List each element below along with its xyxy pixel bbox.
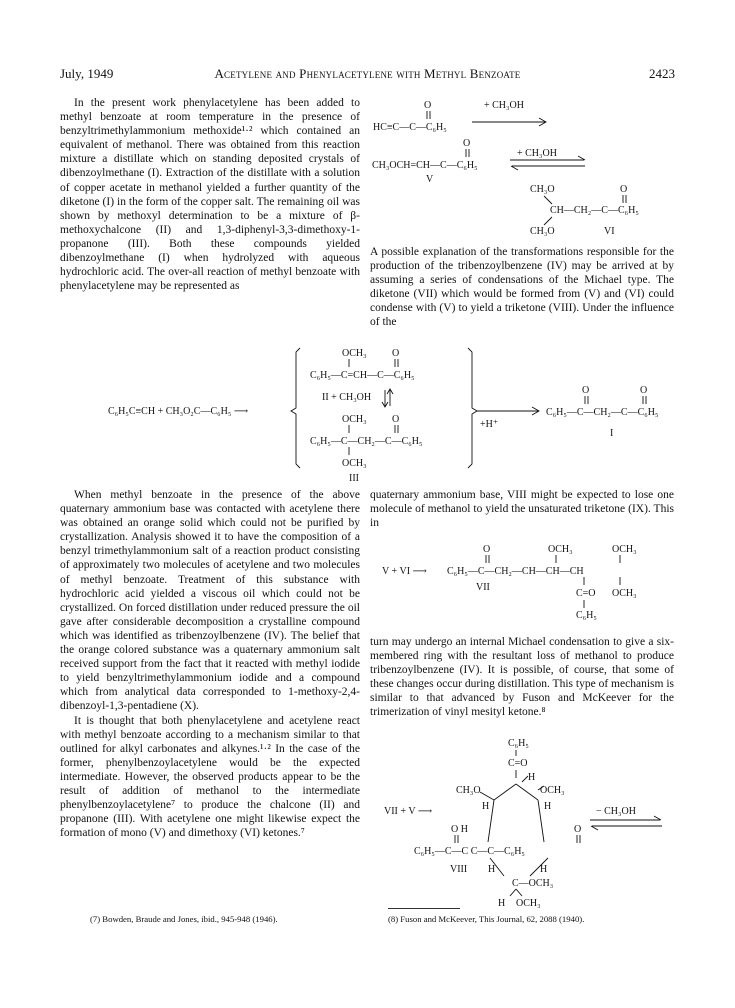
formula-vii: C₆H₅—C—CH₂—CH—CH—CH (447, 566, 584, 577)
formula-viii-bottom: C₆H₅—C—C C—C—C₆H₅ (414, 846, 525, 857)
ii-plus-methanol: II + CH₃OH (322, 392, 372, 403)
methoxy: OCH₃ (540, 785, 565, 796)
carbonyl: C=O (508, 758, 528, 769)
reactants: V + VI ⟶ (382, 566, 427, 577)
header-title: Acetylene and Phenylacetylene with Methyl Benzoate (214, 66, 521, 81)
reagent-methanol: + CH₃OH (517, 148, 557, 159)
carbonyl-o: O (392, 414, 400, 425)
carbonyl-o: O (424, 100, 432, 111)
scheme-2-phenylacetylene (108, 348, 658, 484)
compound-label-vii: VII (476, 582, 490, 593)
reagent-loss-methanol: − CH₃OH (596, 806, 636, 817)
formula-iii: C₆H₅—C—CH₂—C—C₆H₅ (310, 436, 423, 447)
formula-ii: C₆H₅—C=CH—C—C₆H₅ (310, 370, 415, 381)
footnote-8: (8) Fuson and McKeever, This Journal, 62, 2088 (1940). (388, 914, 585, 924)
methoxy-carbon: C—OCH₃ (512, 878, 554, 889)
acid-catalyst: +H⁺ (480, 419, 499, 430)
methoxy: OCH₃ (342, 348, 367, 359)
paragraph: In the present work phenylacetylene has been added to methyl benzoate at room temperature in the presence of benzyltrimethylammonium methoxide¹·² which contained an equivalent of methanol. There was obtained from this reaction mixture a distillate which on standing deposited crystals of dibenzoylmethane (I). Extraction of the distillate with a solution of copper acetate in methanol yielded a further quantity of the diketone (I) in the form of the copper salt. The remaining oil was shown by methoxyl determination to be a mixture of β-methoxychalcone (II) and 1,3-diphenyl-3,3-dimethoxy-1-propanone (III). Both these compounds yielded dibenzoylmethane (I) when hydrolyzed with aqueous hydrochloric acid. The over-all reaction of methyl benzoate with phenylacetylene may be represented as (60, 97, 360, 293)
formula-i: C₆H₅—C—CH₂—C—C₆H₅ (546, 407, 659, 418)
carbonyl-o: O (392, 348, 400, 359)
hydrogen: H (488, 864, 496, 875)
footnote-rule (388, 908, 460, 909)
formula-ethynyl-ketone: HC≡C—C—C₆H₅ (373, 122, 447, 133)
footnote-7: (7) Bowden, Braude and Jones, ibid., 945-948 (1946). (90, 914, 278, 924)
header-page-number: 2423 (649, 66, 675, 81)
carbonyl-o: O (463, 138, 471, 149)
compound-label-v: V (426, 174, 434, 185)
methoxy: OCH₃ (548, 544, 573, 555)
header-date: July, 1949 (60, 66, 114, 81)
hydrogen: H (498, 898, 506, 909)
formula-v: CH₃OCH=CH—C—C₆H₅ (372, 160, 478, 171)
compound-label-iii: III (349, 473, 359, 484)
paragraph: It is thought that both phenylacetylene and acetylene react with methyl benzoate according to a mechanism similar to that outlined for alkyl carbonates and alkynes.¹·² In the case of the former, phenylbenzoylacetylene would be the expected intermediate. However, the observed products appear to be the result of addition of methanol to the intermediate phenylbenzoylacetylene⁷ to produce the chalcone (II) and propanone (III). With acetylene one might likewise expect the formation of mono (V) and dimethoxy (VI) ketones.⁷ (60, 714, 360, 840)
carbonyl-o: O (483, 544, 491, 555)
methoxy: CH₃O (456, 785, 481, 796)
carbonyl-o: O (620, 184, 628, 195)
reagent-methanol: + CH₃OH (484, 100, 524, 111)
reactants: VII + V ⟶ (384, 806, 433, 817)
scheme-1-acetylene-methanol (372, 100, 639, 237)
scheme-4-triketone-viii (384, 738, 662, 909)
carbonyl-o: O (582, 385, 590, 396)
formula-vi: CH—CH₂—C—C₆H₅ (550, 205, 639, 216)
phenyl: C₆H₅ (576, 610, 597, 621)
methoxy-bottom: CH₃O (530, 226, 555, 237)
paragraph: turn may undergo an internal Michael condensation to give a six-membered ring with the resultant loss of methanol to produce tribenzoylbenzene (IV). It is possible, of course, that some of these changes occur during distillation. This type of mechanism is similar to that advanced by Fuson and McKeever for the trimerization of vinyl mesityl ketone.⁸ (370, 636, 674, 719)
carbonyl-o: O (640, 385, 648, 396)
compound-label-vi: VI (604, 226, 615, 237)
methoxy: OCH₃ (516, 898, 541, 909)
hydrogen: H (540, 864, 548, 875)
methoxy: OCH₃ (612, 544, 637, 555)
paragraph: A possible explanation of the transformations responsible for the production of the tribenzoylbenzene (IV) may be arrived at by assuming a series of condensations of the Michael type. The diketone (VII) which would be formed from (V) and (VI) could condense with (V) to yield a triketone (VIII). Under the influence of the (370, 246, 674, 329)
carbonyl: C=O (576, 588, 596, 599)
reactants: C₆H₅C≡CH + CH₃O₂C—C₆H₅ ⟶ (108, 406, 249, 417)
hydrogen: H (528, 772, 536, 783)
methoxy: OCH₃ (612, 588, 637, 599)
compound-label-viii: VIII (450, 864, 468, 875)
scheme-3-diketone-vii (382, 544, 637, 621)
hydrogen: H (544, 801, 552, 812)
carbonyl-o: O (574, 824, 582, 835)
compound-label-i: I (610, 428, 614, 439)
oxo-hydrogen: O H (451, 824, 468, 835)
methoxy: OCH₃ (342, 458, 367, 469)
hydrogen: H (482, 801, 490, 812)
paragraph: quaternary ammonium base, VIII might be expected to lose one molecule of methanol to yield the unsaturated triketone (IX). This in (370, 489, 674, 530)
methoxy: OCH₃ (342, 414, 367, 425)
phenyl: C₆H₅ (508, 738, 529, 749)
methoxy-top: CH₃O (530, 184, 555, 195)
paragraph: When methyl benzoate in the presence of the above quaternary ammonium base was contacted with acetylene there was obtained an orange solid which could not be purified by crystallization. Analysis showed it to have the composition of a benzyl trimethylammonium salt of a reaction product consisting of approximately two molecules of acetylene and two molecules of methyl benzoate. Treatment of this substance with hydrochloric acid yielded a viscous oil which could not be crystallized. On forced distillation under reduced pressure the oil gave after considerable decomposition a crystalline compound which was identified as tribenzoylbenzene (IV). The belief that the orange colored substance was a quaternary ammonium salt received support from the fact that it reacted with methyl iodide to yield benzyltrimethylammonium iodide and a compound which from analytical data corresponded to 1-methoxy-2,4-dibenzoyl-1,3-pentadiene (X). (60, 489, 360, 713)
